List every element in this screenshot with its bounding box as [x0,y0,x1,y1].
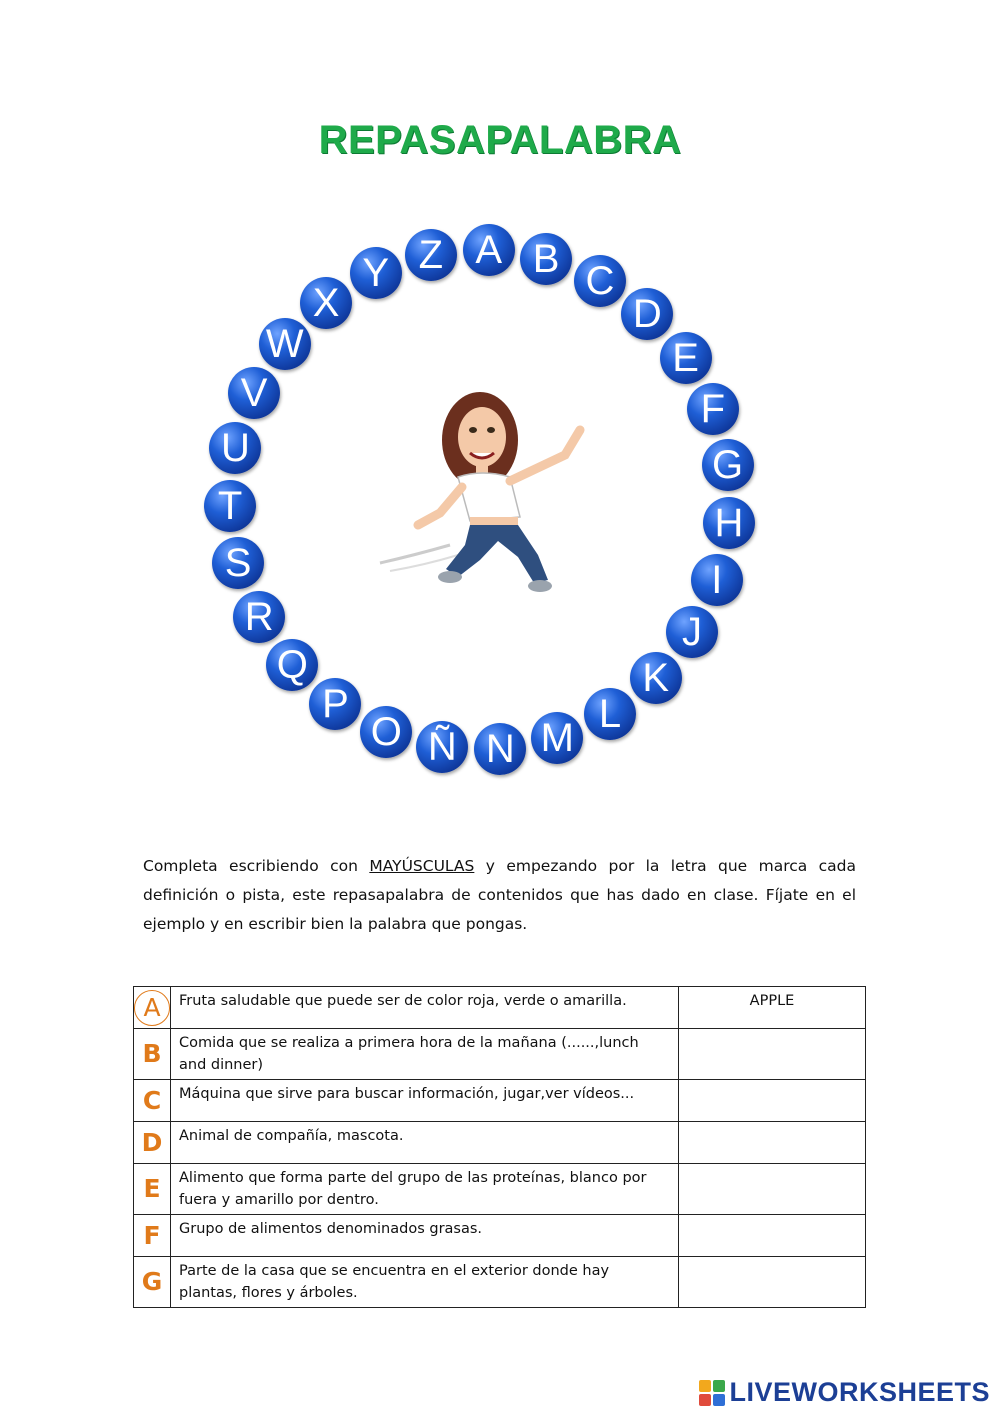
answer-field[interactable] [679,1122,866,1164]
clue-cell: Grupo de alimentos denominados grasas. [171,1215,679,1257]
letter-ball-j: J [666,606,718,658]
answer-field[interactable]: APPLE [679,987,866,1029]
letter-ball-w: W [259,318,311,370]
letter-ball-a: A [463,224,515,276]
clue-cell: Alimento que forma parte del grupo de las proteínas, blanco por fuera y amarillo por dentro. [171,1164,679,1215]
row-letter: F [134,1215,171,1257]
row-letter: C [134,1080,171,1122]
clue-cell: Máquina que sirve para buscar información, jugar,ver vídeos... [171,1080,679,1122]
answer-field[interactable] [679,1257,866,1308]
clue-cell: Animal de compañía, mascota. [171,1122,679,1164]
letter-ball-h: H [703,497,755,549]
letter-ball-l: L [584,688,636,740]
dancing-avatar-illustration [370,385,620,610]
letter-ball-i: I [691,554,743,606]
instructions-emphasis: MAYÚSCULAS [369,857,475,875]
letter-ball-m: M [531,712,583,764]
letter-ball-k: K [630,652,682,704]
clues-table [133,986,866,1308]
letter-ball-b: B [520,233,572,285]
circled-letter: A [134,990,170,1026]
letter-ball-r: R [233,591,285,643]
row-letter [134,987,171,1029]
letter-ball-d: D [621,288,673,340]
letter-ball-c: C [574,255,626,307]
letter-ball-y: Y [350,247,402,299]
row-letter: G [134,1257,171,1308]
answer-field[interactable] [679,1215,866,1257]
letter-ball-n: N [474,723,526,775]
table-row [134,1164,866,1215]
clue-cell: Fruta saludable que puede ser de color roja, verde o amarilla. [171,987,679,1029]
table-row [134,1122,866,1164]
letter-ball-p: P [309,678,361,730]
letter-ball-u: U [209,422,261,474]
letter-ball-z: Z [405,229,457,281]
letter-ball-s: S [212,537,264,589]
row-letter: D [134,1122,171,1164]
letter-ball-v: V [228,367,280,419]
page-title: REPASAPALABRA [318,118,682,162]
instructions-text-after: y empezando por la letra que marca cada definición o pista, este repasapalabra de contenidos que has dado en clase. Fíjate en el ejemplo y en escribir bien la palabra que pongas. [143,857,856,933]
letter-ball-f: F [687,383,739,435]
letter-ball-ñ: Ñ [416,721,468,773]
letter-ball-g: G [702,439,754,491]
answer-field[interactable] [679,1080,866,1122]
answer-field[interactable] [679,1164,866,1215]
instructions-paragraph [143,852,856,939]
liveworksheets-footer [699,1377,990,1408]
table-row [134,1029,866,1080]
row-letter: B [134,1029,171,1080]
answer-field[interactable] [679,1029,866,1080]
instructions-text-before: Completa escribiendo con [143,857,370,875]
letter-ball-q: Q [266,639,318,691]
letter-ball-e: E [660,332,712,384]
letter-ball-o: O [360,706,412,758]
clue-cell: Parte de la casa que se encuentra en el exterior donde hay plantas, flores y árboles. [171,1257,679,1308]
row-letter: E [134,1164,171,1215]
table-row [134,1257,866,1308]
table-row [134,987,866,1029]
liveworksheets-logo-icon [699,1380,725,1406]
table-row [134,1215,866,1257]
clue-cell: Comida que se realiza a primera hora de la mañana (......,lunch and dinner) [171,1029,679,1080]
brand-name: LIVEWORKSHEETS [729,1377,990,1407]
letter-ball-x: X [300,277,352,329]
letter-ball-t: T [204,480,256,532]
table-row [134,1080,866,1122]
